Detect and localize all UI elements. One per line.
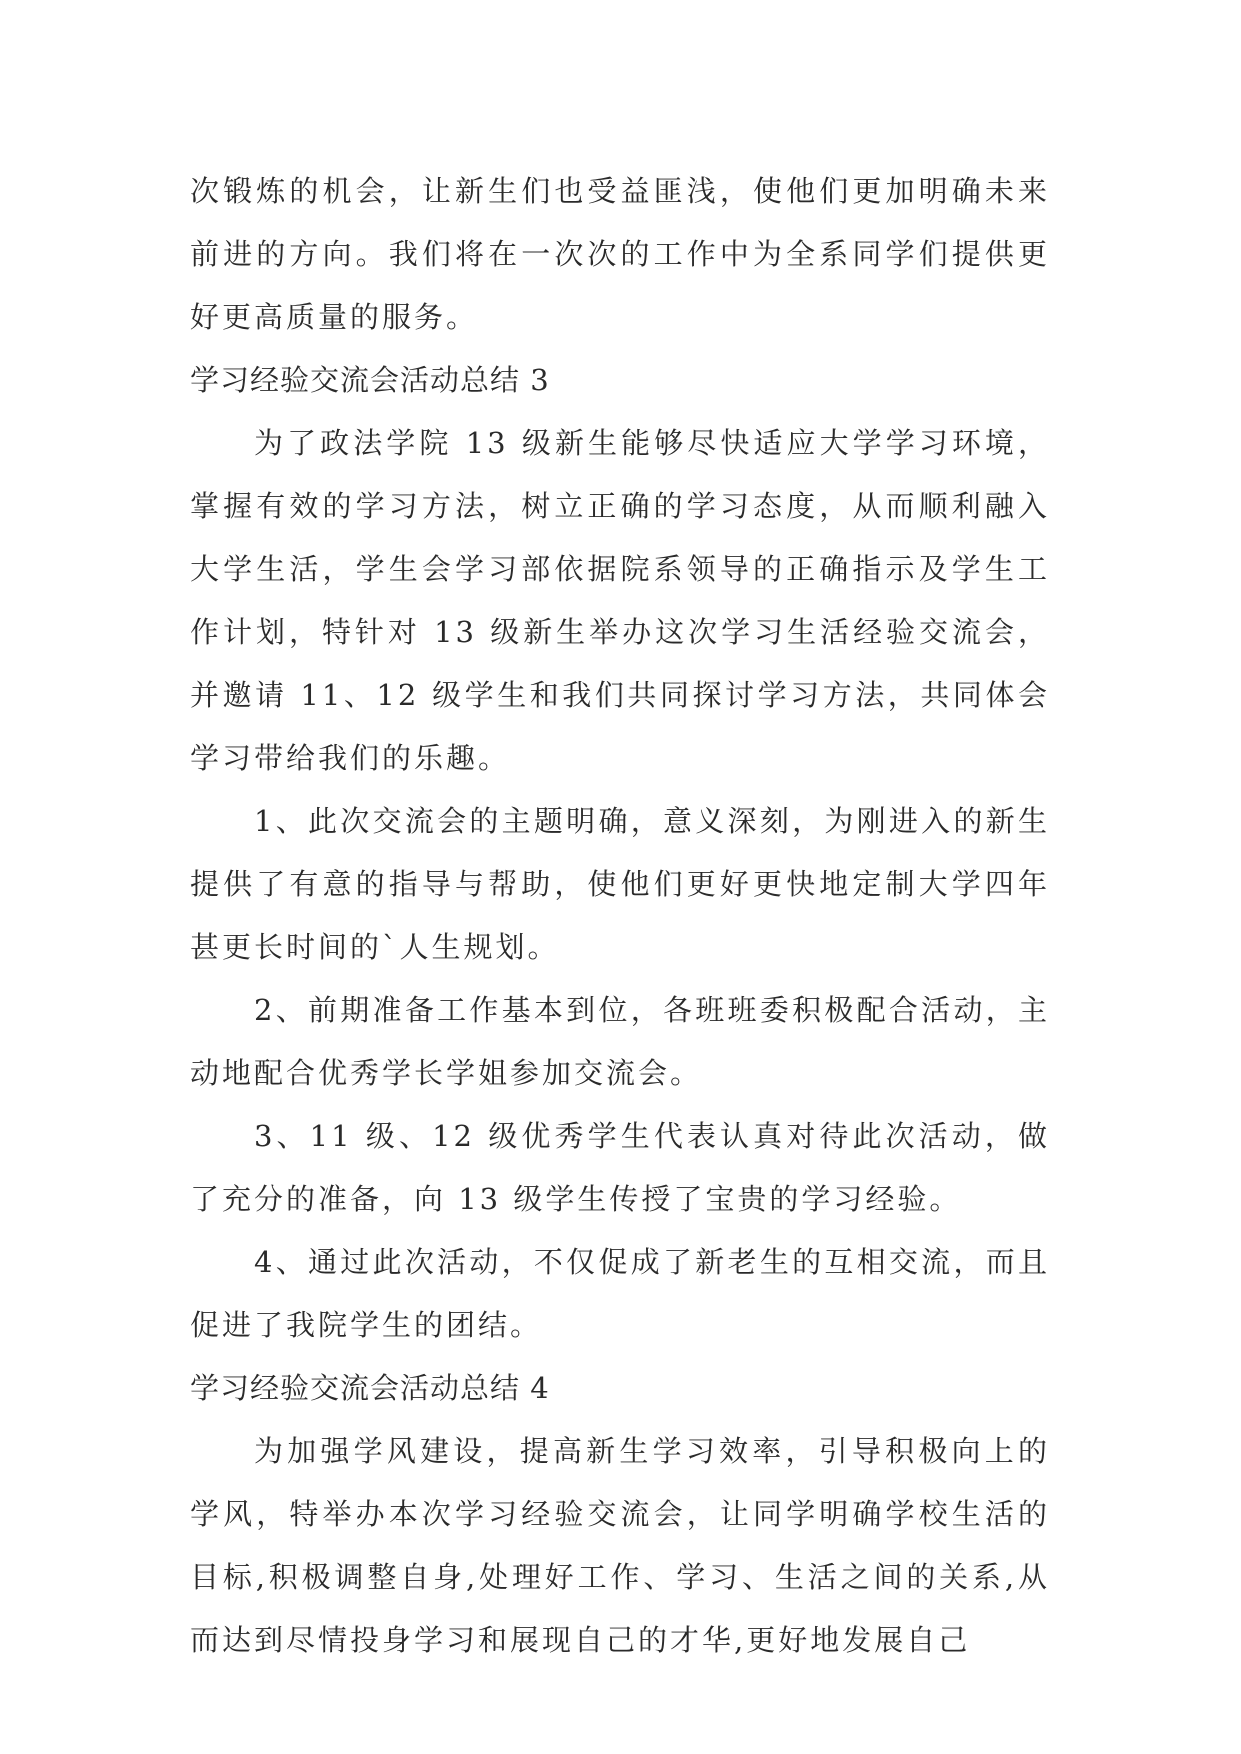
paragraph-point-2: 2、前期准备工作基本到位，各班班委积极配合活动，主动地配合优秀学长学姐参加交流会。	[190, 993, 1050, 1090]
document-body	[190, 160, 1050, 1672]
paragraph-intro-4: 为加强学风建设，提高新生学习效率，引导积极向上的学风，特举办本次学习经验交流会，让同学明确学校生活的目标,积极调整自身,处理好工作、学习、生活之间的关系,从而达到尽情投身学习和展现自己的才华,更好地发展自己	[190, 1434, 1050, 1657]
section-heading-4: 学习经验交流会活动总结 4	[190, 1371, 550, 1405]
paragraph-continuation: 次锻炼的机会，让新生们也受益匪浅，使他们更加明确未来前进的方向。我们将在一次次的工作中为全系同学们提供更好更高质量的服务。	[190, 174, 1050, 334]
paragraph-point-1: 1、此次交流会的主题明确，意义深刻，为刚进入的新生提供了有意的指导与帮助，使他们更好更快地定制大学四年甚更长时间的`人生规划。	[190, 804, 1050, 964]
paragraph-intro-3: 为了政法学院 13 级新生能够尽快适应大学学习环境，掌握有效的学习方法，树立正确的学习态度，从而顺利融入大学生活，学生会学习部依据院系领导的正确指示及学生工作计划，特针对 13 级新生举办这次学习生活经验交流会，并邀请 11、12 级学生和我们共同探讨学习方法，共同体会学习带给我们的乐趣。	[190, 426, 1050, 775]
paragraph-point-3: 3、11 级、12 级优秀学生代表认真对待此次活动，做了充分的准备，向 13 级学生传授了宝贵的学习经验。	[190, 1119, 1050, 1216]
section-heading-3: 学习经验交流会活动总结 3	[190, 363, 550, 397]
paragraph-point-4: 4、通过此次活动，不仅促成了新老生的互相交流，而且促进了我院学生的团结。	[190, 1245, 1050, 1342]
